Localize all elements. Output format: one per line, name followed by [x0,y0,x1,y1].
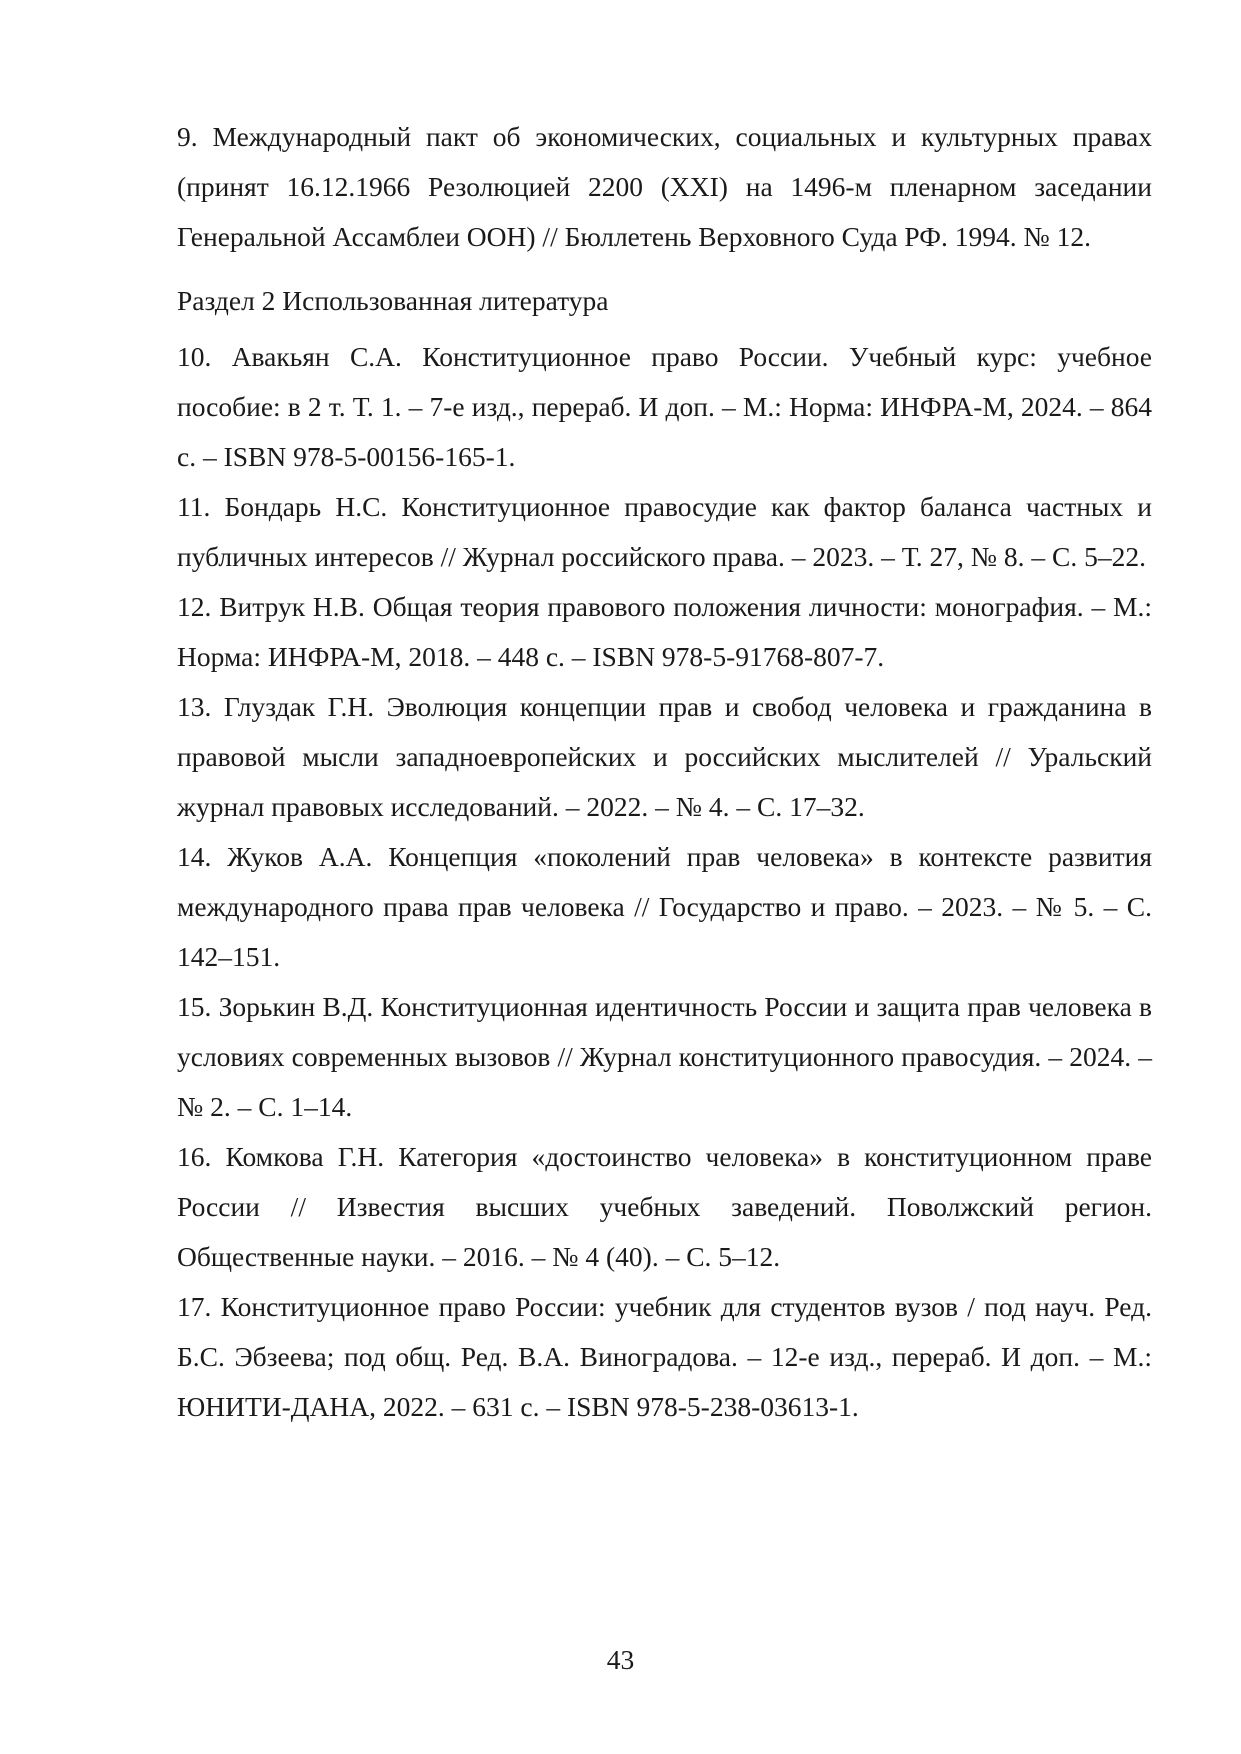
section-heading: Раздел 2 Использованная литература [177,285,609,316]
bibliography-entry-15: 15. Зорькин В.Д. Конституционная идентичность России и защита прав человека в условиях современных вызовов // Журнал конституционного правосудия. – 2024. – № 2. – С. 1–14. [177,991,1152,1122]
bibliography-entry-9: 9. Международный пакт об экономических, социальных и культурных правах (принят 16.12.1966 Резолюцией 2200 (XXI) на 1496-м пленарном заседании Генеральной Ассамблеи ООН) // Бюллетень Верховного Суда РФ. 1994. № 12. [177,121,1152,252]
bibliography-entry-17: 17. Конституционное право России: учебник для студентов вузов / под науч. Ред. Б.С. Эбзеева; под общ. Ред. В.А. Виноградова. – 12-е изд., перераб. И доп. – М.: ЮНИТИ-ДАНА, 2022. – 631 с. – ISBN 978-5-238-03613-1. [177,1291,1152,1422]
page-number: 43 [606,1644,635,1675]
bibliography-entry-14: 14. Жуков А.А. Концепция «поколений прав человека» в контексте развития международного права прав человека // Государство и право. – 2023. – № 5. – С. 142–151. [177,841,1152,972]
bibliography-entry-11: 11. Бондарь Н.С. Конституционное правосудие как фактор баланса частных и публичных интересов // Журнал российского права. – 2023. – Т. 27, № 8. – С. 5–22. [177,491,1152,572]
bibliography-entry-12: 12. Витрук Н.В. Общая теория правового положения личности: монография. – М.: Норма: ИНФРА-М, 2018. – 448 с. – ISBN 978-5-91768-807-7. [177,591,1152,672]
page-content [177,112,1152,1432]
bibliography-entry-13: 13. Глуздак Г.Н. Эволюция концепции прав и свобод человека и гражданина в правовой мысли западноевропейских и российских мыслителей // Уральский журнал правовых исследований. – 2022. – № 4. – С. 17–32. [177,691,1152,822]
bibliography-entry-16: 16. Комкова Г.Н. Категория «достоинство человека» в конституционном праве России // Известия высших учебных заведений. Поволжский регион. Общественные науки. – 2016. – № 4 (40). – С. 5–12. [177,1141,1152,1272]
bibliography-entry-10: 10. Авакьян С.А. Конституционное право России. Учебный курс: учебное пособие: в 2 т. Т. 1. – 7-е изд., перераб. И доп. – М.: Норма: ИНФРА-М, 2024. – 864 с. – ISBN 978-5-00156-165-1. [177,341,1152,472]
